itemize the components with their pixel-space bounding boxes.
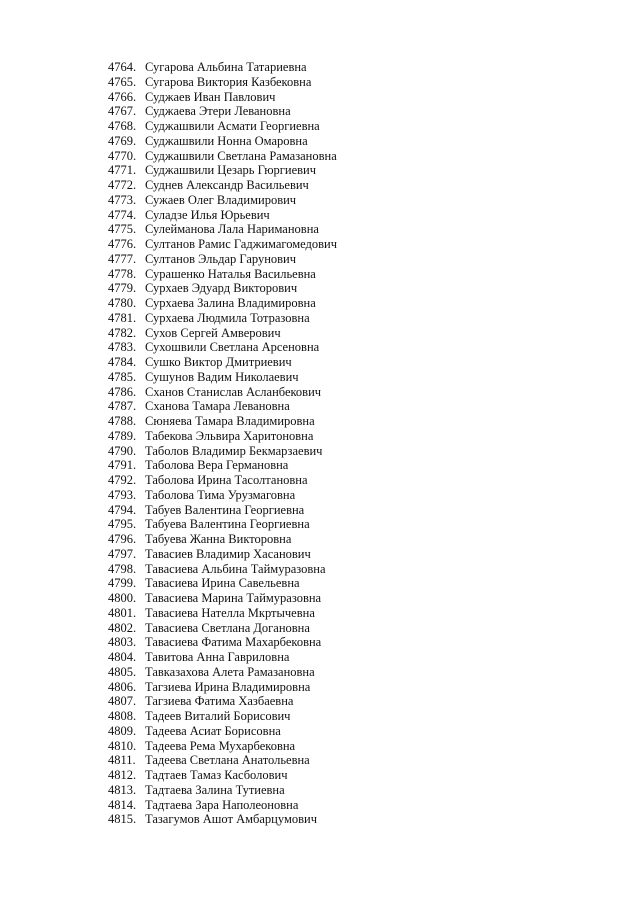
entry-number: 4803. xyxy=(108,635,137,650)
entry-number: 4767. xyxy=(108,104,137,119)
list-item xyxy=(108,237,337,252)
entry-name: Тадеева Светлана Анатольевна xyxy=(145,753,310,768)
entry-number: 4778. xyxy=(108,266,137,281)
entry-name: Табуева Жанна Викторовна xyxy=(145,532,292,546)
entry-number: 4812. xyxy=(108,768,137,782)
list-item xyxy=(108,621,337,636)
entry-name: Тадеев Виталий Борисович xyxy=(145,709,291,723)
list-item xyxy=(108,798,337,813)
entry-name: Сушко Виктор Дмитриевич xyxy=(145,355,292,369)
entry-name: Суджаев Иван Павлович xyxy=(145,89,276,104)
entry-name: Сурхаева Залина Владимировна xyxy=(145,296,316,310)
entry-number: 4792. xyxy=(108,473,137,487)
entry-number: 4784. xyxy=(108,355,137,369)
entry-number: 4770. xyxy=(108,148,137,163)
list-item xyxy=(108,252,337,267)
entry-name: Сханова Тамара Левановна xyxy=(145,399,290,414)
entry-number: 4799. xyxy=(108,576,137,591)
entry-name: Сханов Станислав Асланбекович xyxy=(145,384,322,399)
entry-number: 4808. xyxy=(108,709,137,723)
list-item xyxy=(108,222,337,237)
list-item xyxy=(108,812,337,827)
list-item xyxy=(108,724,337,739)
entry-name: Суднев Александр Васильевич xyxy=(145,178,309,192)
list-item xyxy=(108,326,337,341)
entry-number: 4777. xyxy=(108,251,137,266)
entry-name: Сушунов Вадим Николаевич xyxy=(145,369,299,384)
entry-name: Тадтаева Залина Тутиевна xyxy=(145,782,285,797)
list-item xyxy=(108,355,337,370)
list-item xyxy=(108,562,337,577)
entry-name: Сугарова Альбина Татариевна xyxy=(145,60,307,74)
list-item xyxy=(108,267,337,282)
entry-number: 4787. xyxy=(108,399,137,414)
entry-name: Тавасиева Альбина Таймуразовна xyxy=(145,561,326,576)
entry-name: Тавасиева Нателла Мкртычевна xyxy=(145,605,315,620)
entry-name: Таболова Тима Урузмаговна xyxy=(145,487,296,502)
list-item xyxy=(108,311,337,326)
list-item xyxy=(108,694,337,709)
list-item xyxy=(108,208,337,223)
entry-number: 4798. xyxy=(108,561,137,576)
entry-number: 4788. xyxy=(108,414,137,428)
list-item xyxy=(108,178,337,193)
list-item xyxy=(108,591,337,606)
list-item xyxy=(108,444,337,459)
entry-number: 4774. xyxy=(108,207,137,222)
entry-number: 4775. xyxy=(108,222,137,237)
entry-name: Тадеева Асиат Борисовна xyxy=(145,723,281,738)
entry-number: 4772. xyxy=(108,178,137,192)
list-item xyxy=(108,163,337,178)
entry-number: 4811. xyxy=(108,753,136,768)
entry-name: Тавасиева Марина Таймуразовна xyxy=(145,591,322,605)
list-item xyxy=(108,429,337,444)
entry-number: 4789. xyxy=(108,428,137,443)
entry-name: Султанов Эльдар Гарунович xyxy=(145,251,297,266)
entry-number: 4815. xyxy=(108,812,137,827)
entry-name: Тазагумов Ашот Амбарцумович xyxy=(145,812,317,827)
entry-number: 4776. xyxy=(108,237,137,251)
entry-name: Сурашенко Наталья Васильевна xyxy=(145,266,316,281)
entry-number: 4773. xyxy=(108,192,137,207)
entry-number: 4793. xyxy=(108,487,137,502)
entry-name: Тадтаева Зара Наполеоновна xyxy=(145,797,299,812)
list-item xyxy=(108,296,337,311)
entry-name: Тавказахова Алета Рамазановна xyxy=(145,664,315,679)
entry-number: 4771. xyxy=(108,163,137,178)
list-item xyxy=(108,458,337,473)
list-item xyxy=(108,783,337,798)
entry-name: Тавасиев Владимир Хасанович xyxy=(145,546,311,561)
list-item xyxy=(108,281,337,296)
list-item xyxy=(108,399,337,414)
list-item xyxy=(108,414,337,429)
list-item xyxy=(108,606,337,621)
entry-number: 4795. xyxy=(108,517,137,532)
list-item xyxy=(108,517,337,532)
entry-number: 4794. xyxy=(108,502,137,517)
list-item xyxy=(108,60,337,75)
list-item xyxy=(108,149,337,164)
list-item xyxy=(108,75,337,90)
list-item xyxy=(108,532,337,547)
entry-name: Сюняева Тамара Владимировна xyxy=(145,414,315,428)
list-item xyxy=(108,739,337,754)
list-item xyxy=(108,473,337,488)
entry-number: 4768. xyxy=(108,119,137,133)
entry-number: 4779. xyxy=(108,281,137,296)
list-item xyxy=(108,547,337,562)
entry-number: 4810. xyxy=(108,738,137,753)
entry-number: 4807. xyxy=(108,694,137,709)
entry-number: 4814. xyxy=(108,797,137,812)
entry-number: 4790. xyxy=(108,443,137,458)
list-item xyxy=(108,104,337,119)
entry-name: Сужаев Олег Владимирович xyxy=(145,192,297,207)
list-item xyxy=(108,576,337,591)
entry-number: 4802. xyxy=(108,620,137,635)
entry-number: 4806. xyxy=(108,679,137,694)
entry-number: 4786. xyxy=(108,384,137,399)
entry-number: 4766. xyxy=(108,89,137,104)
list-item xyxy=(108,193,337,208)
entry-name: Тавасиева Ирина Савельевна xyxy=(145,576,300,591)
list-item xyxy=(108,635,337,650)
entry-number: 4781. xyxy=(108,310,137,325)
entry-name: Сурхаев Эдуард Викторович xyxy=(145,281,298,296)
list-item xyxy=(108,650,337,665)
entry-number: 4805. xyxy=(108,664,137,679)
entry-name: Табекова Эльвира Харитоновна xyxy=(145,428,314,443)
entry-number: 4801. xyxy=(108,605,137,620)
entry-name: Суджашвили Нонна Омаровна xyxy=(145,133,308,148)
entry-name: Суджашвили Асмати Георгиевна xyxy=(145,119,320,133)
entry-name: Тадеева Рема Мухарбековна xyxy=(145,738,296,753)
entry-name: Тадтаев Тамаз Касболович xyxy=(145,768,288,782)
list-item xyxy=(108,119,337,134)
entry-number: 4797. xyxy=(108,546,137,561)
list-item xyxy=(108,134,337,149)
entry-name: Тагзиева Фатима Хазбаевна xyxy=(145,694,294,709)
entry-name: Суджашвили Цезарь Гюргиевич xyxy=(145,163,317,178)
entry-name: Таболова Вера Германовна xyxy=(145,458,289,473)
entry-number: 4800. xyxy=(108,591,137,605)
entry-number: 4809. xyxy=(108,723,137,738)
entry-number: 4804. xyxy=(108,650,137,664)
entry-number: 4796. xyxy=(108,532,137,546)
entry-name: Сухошвили Светлана Арсеновна xyxy=(145,340,320,355)
entry-name: Сурхаева Людмила Тотразовна xyxy=(145,310,310,325)
list-item xyxy=(108,753,337,768)
list-item xyxy=(108,680,337,695)
entry-number: 4782. xyxy=(108,325,137,340)
list-item xyxy=(108,709,337,724)
list-item xyxy=(108,768,337,783)
entry-name: Табуев Валентина Георгиевна xyxy=(145,502,305,517)
entry-name: Суджаева Этери Левановна xyxy=(145,104,291,119)
entry-name: Тавитова Анна Гавриловна xyxy=(145,650,290,664)
entry-number: 4764. xyxy=(108,60,137,74)
entry-number: 4783. xyxy=(108,340,137,355)
list-item xyxy=(108,665,337,680)
list-item xyxy=(108,385,337,400)
list-item xyxy=(108,90,337,105)
entry-number: 4765. xyxy=(108,74,137,89)
entry-name: Тагзиева Ирина Владимировна xyxy=(145,679,311,694)
entry-name: Таболова Ирина Тасолтановна xyxy=(145,473,308,487)
entry-number: 4813. xyxy=(108,782,137,797)
entry-name: Тавасиева Светлана Догановна xyxy=(145,620,310,635)
entry-number: 4785. xyxy=(108,369,137,384)
list-item xyxy=(108,488,337,503)
entry-number: 4769. xyxy=(108,133,137,148)
list-item xyxy=(108,503,337,518)
entry-number: 4780. xyxy=(108,296,137,310)
entry-name: Суладзе Илья Юрьевич xyxy=(145,207,270,222)
entry-number: 4791. xyxy=(108,458,137,473)
entry-name: Султанов Рамис Гаджимагомедович xyxy=(145,237,337,251)
list-item xyxy=(108,370,337,385)
name-list xyxy=(108,60,337,827)
entry-name: Табуева Валентина Георгиевна xyxy=(145,517,310,532)
entry-name: Сухов Сергей Амверович xyxy=(145,325,281,340)
entry-name: Тавасиева Фатима Махарбековна xyxy=(145,635,322,650)
list-item xyxy=(108,340,337,355)
entry-name: Таболов Владимир Бекмарзаевич xyxy=(145,443,323,458)
entry-name: Сулейманова Лала Наримановна xyxy=(145,222,319,237)
entry-name: Сугарова Виктория Казбековна xyxy=(145,74,312,89)
entry-name: Суджашвили Светлана Рамазановна xyxy=(145,148,337,163)
